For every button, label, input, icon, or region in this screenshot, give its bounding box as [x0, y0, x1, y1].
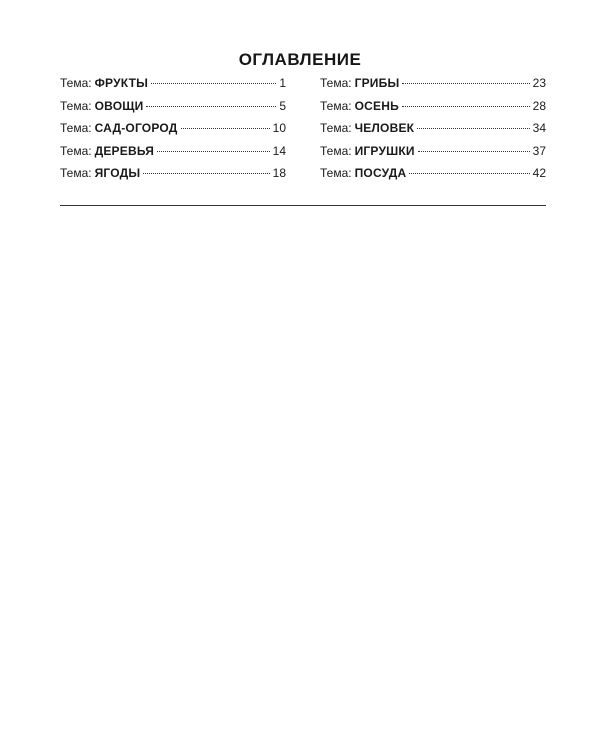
toc-entry-page: 1 — [279, 76, 286, 90]
toc-entry-topic: САД-ОГОРОД — [94, 121, 178, 135]
toc-entry-prefix: Тема: — [320, 98, 352, 113]
toc-entry-page: 37 — [532, 143, 546, 158]
toc-entry-page: 28 — [532, 98, 546, 113]
toc-entry-topic: ГРИБЫ — [354, 76, 400, 90]
toc-entry — [60, 76, 286, 99]
toc-entry — [320, 76, 546, 99]
toc-entry — [60, 144, 286, 167]
toc-entry — [60, 166, 286, 189]
toc-entry-topic: ЯГОДЫ — [94, 166, 141, 180]
toc-entry — [320, 144, 546, 167]
toc-entry-page: 18 — [272, 166, 286, 180]
toc-entry — [320, 99, 546, 122]
toc-entry — [320, 121, 546, 144]
dot-leader — [143, 173, 269, 174]
dot-leader — [402, 83, 529, 84]
toc-entry-topic: ЧЕЛОВЕК — [354, 121, 415, 135]
divider-line — [60, 205, 546, 206]
toc-entry — [60, 121, 286, 144]
dot-leader — [409, 173, 529, 174]
toc-entry — [320, 166, 546, 189]
toc-entry-topic: ИГРУШКИ — [354, 143, 415, 158]
toc-entry-prefix: Тема: — [320, 143, 352, 158]
dot-leader — [417, 128, 529, 129]
dot-leader — [402, 106, 530, 107]
toc-entry-page: 5 — [279, 98, 286, 113]
toc-entry-topic: ОВОЩИ — [94, 98, 144, 113]
dot-leader — [151, 83, 276, 84]
dot-leader — [146, 106, 276, 107]
toc-entry-prefix: Тема: — [60, 166, 92, 180]
dot-leader — [181, 128, 270, 129]
toc-entry-prefix: Тема: — [320, 166, 352, 180]
toc-entry-page: 14 — [272, 143, 286, 158]
toc-entry-topic: ФРУКТЫ — [94, 76, 149, 90]
toc-entry-page: 10 — [272, 121, 286, 135]
toc-entry-prefix: Тема: — [60, 98, 92, 113]
toc-entry-prefix: Тема: — [320, 76, 352, 90]
toc-entry-page: 42 — [532, 166, 546, 180]
toc-column-left — [60, 76, 286, 189]
toc-entry-topic: ПОСУДА — [354, 166, 407, 180]
toc-entry-page: 34 — [532, 121, 546, 135]
toc-entry-topic: ОСЕНЬ — [354, 98, 399, 113]
toc-entry-prefix: Тема: — [60, 76, 92, 90]
page-title: ОГЛАВЛЕНИЕ — [238, 50, 362, 69]
toc-entry-page: 23 — [532, 76, 546, 90]
toc-entry-prefix: Тема: — [60, 121, 92, 135]
toc-column-right — [320, 76, 546, 189]
toc-entry-prefix: Тема: — [60, 143, 92, 158]
toc-entry — [60, 99, 286, 122]
dot-leader — [157, 151, 270, 152]
toc-entry-prefix: Тема: — [320, 121, 352, 135]
toc-entry-topic: ДЕРЕВЬЯ — [94, 143, 155, 158]
dot-leader — [418, 151, 530, 152]
